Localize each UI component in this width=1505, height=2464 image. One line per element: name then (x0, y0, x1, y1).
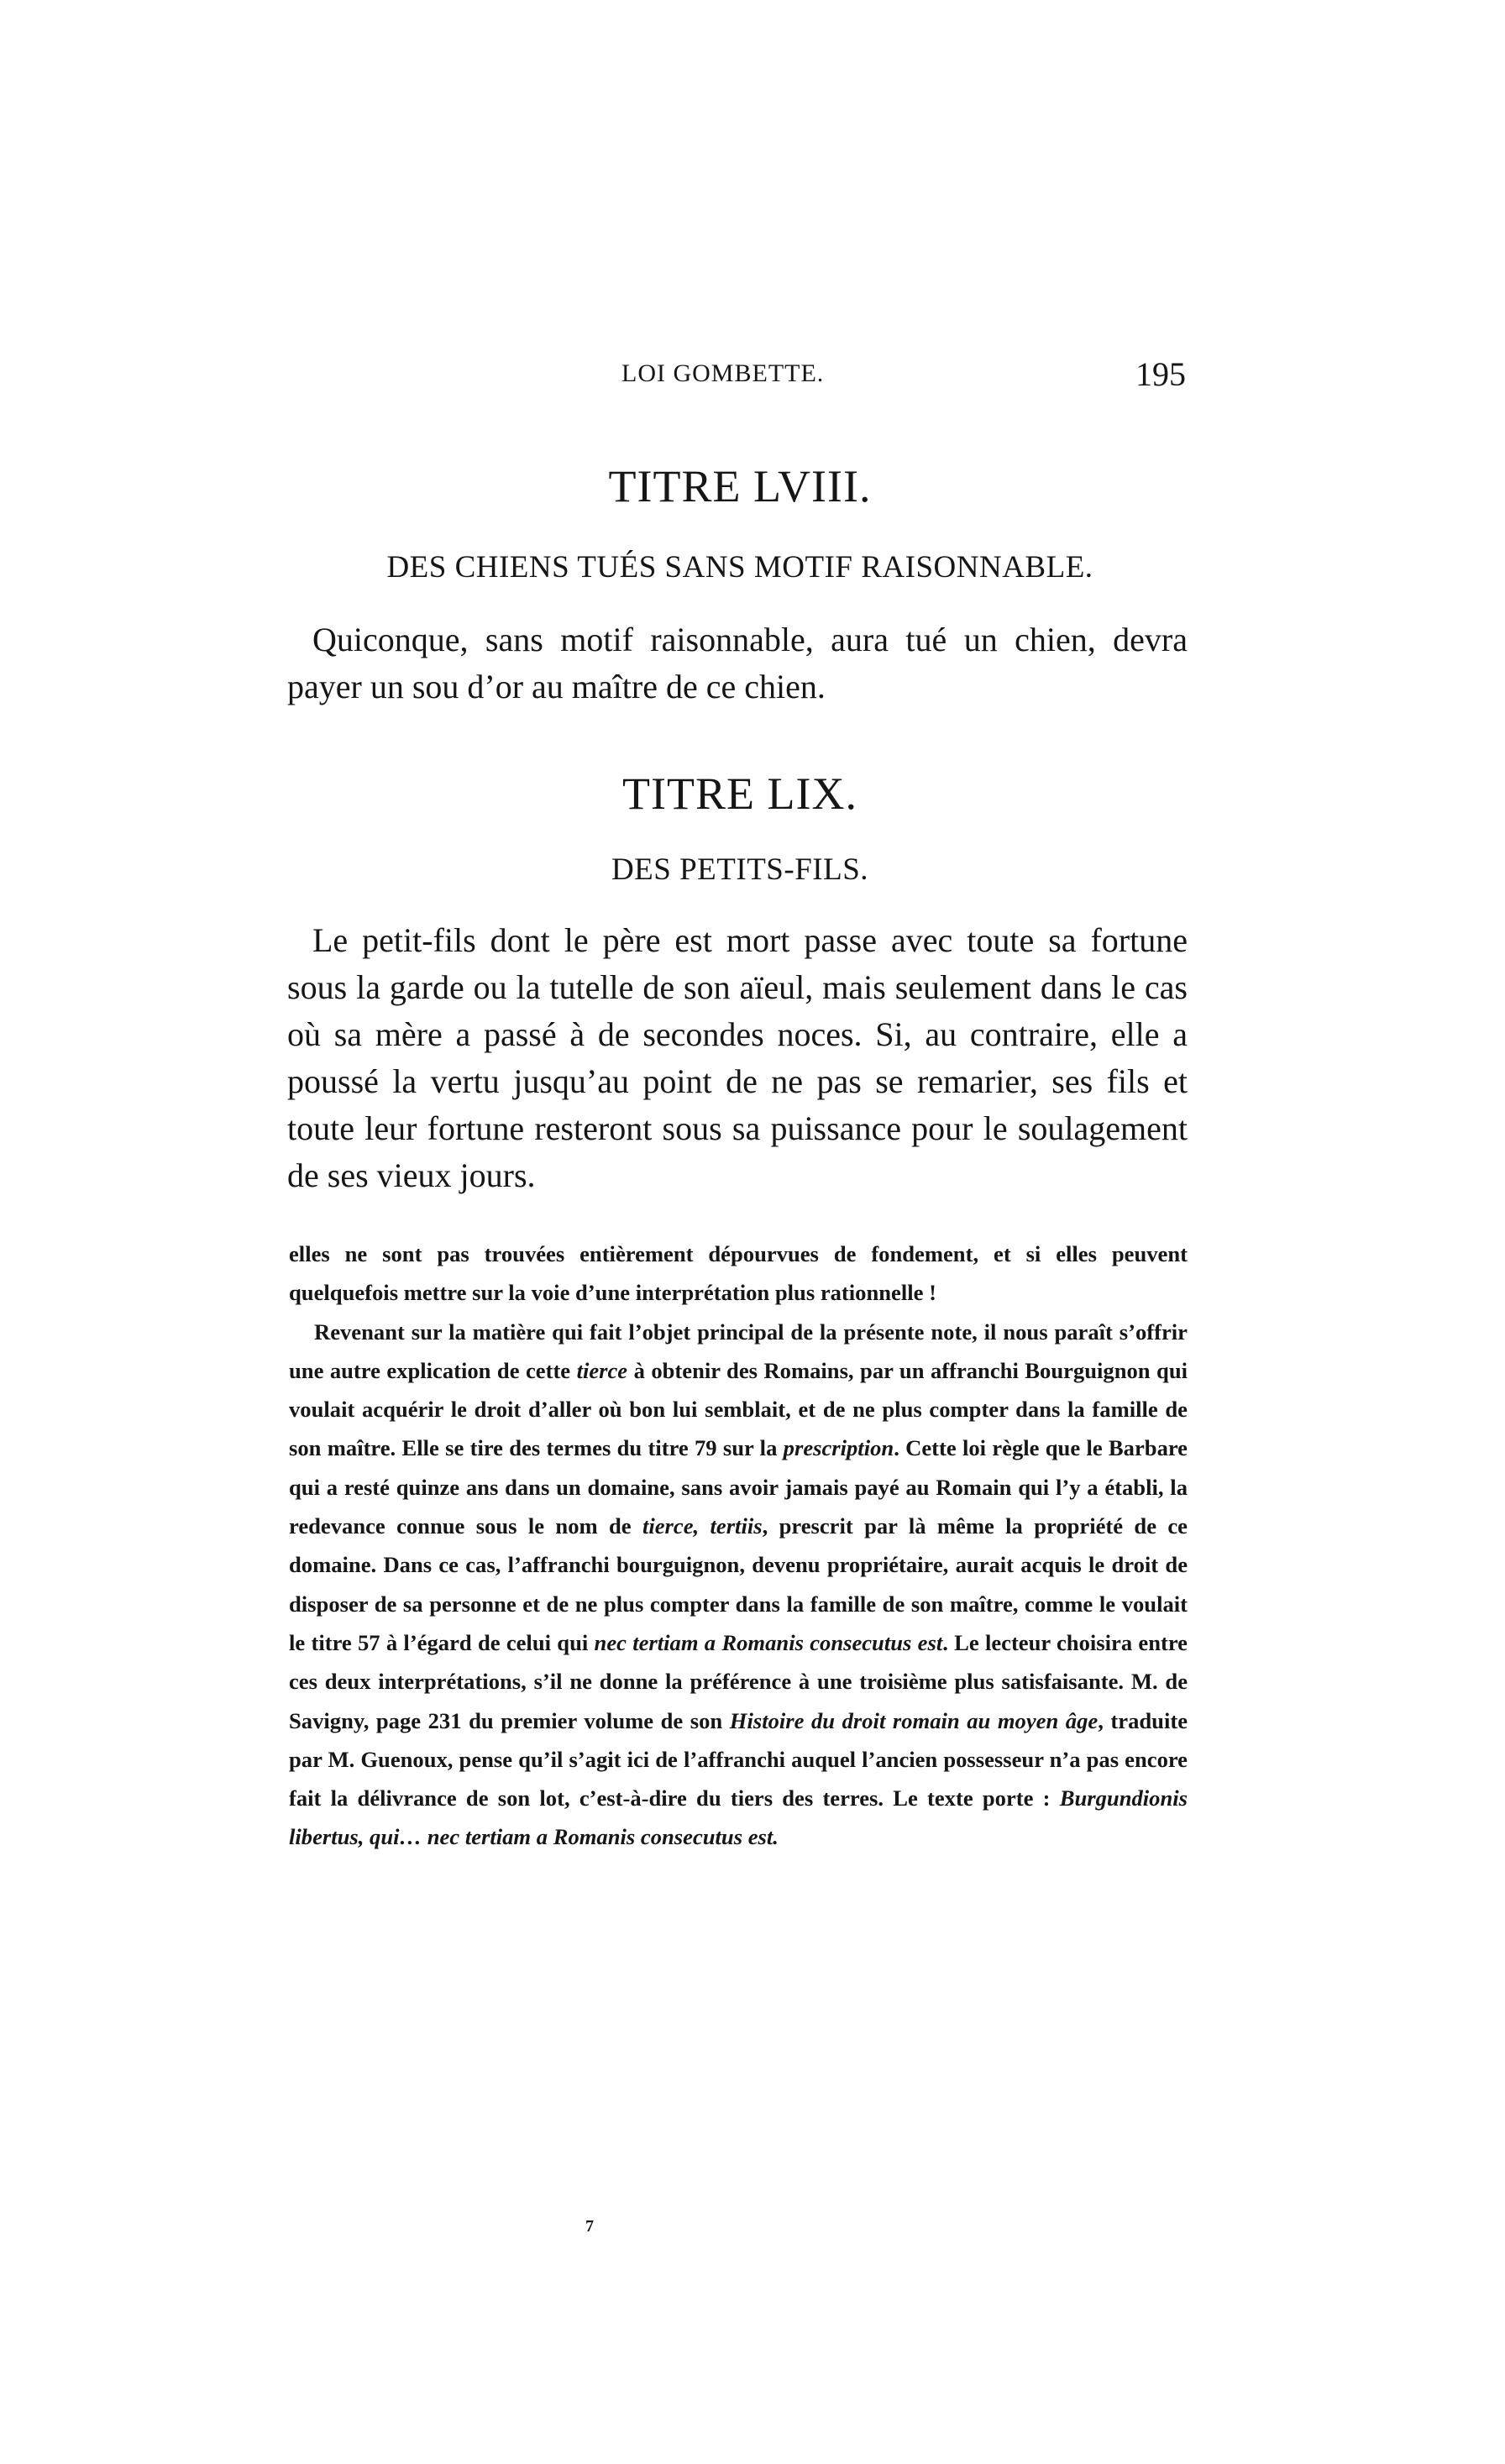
footnote-paragraph: Revenant sur la matière qui fait l’objet principal de la présente note, il nous paraît s’offrir une autre explication de cette tierce à obtenir des Romains, par un affranchi Bourguignon qui voulait acquérir le droit d’aller où bon lui semblait, et de ne plus compter dans la famille de son maître. Elle se tire des termes du titre 79 sur la prescription. Cette loi règle que le Barbare qui a resté quinze ans dans un domaine, sans avoir jamais payé au Romain qui l’y a établi, la redevance connue sous le nom de tierce, tertiis, prescrit par là même la propriété de ce domaine. Dans ce cas, l’affranchi bourguignon, devenu propriétaire, aurait acquis le droit de disposer de sa personne et de ne plus compter dans la famille de son maître, comme le voulait le titre 57 à l’égard de celui qui nec tertiam a Romanis consecutus est. Le lecteur choisira entre ces deux interprétations, s’il ne donne la préférence à une troisième plus satisfaisante. M. de Savigny, page 231 du premier volume de son Histoire du droit romain au moyen âge, traduite par M. Guenoux, pense qu’il s’agit ici de l’affranchi auquel l’ancien possesseur n’a pas encore fait la délivrance de son lot, c’est-à-dire du tiers des terres. Le texte porte : Burgundionis libertus, qui… nec tertiam a Romanis consecutus est. (289, 1319, 1188, 1850)
titre-58-subtitle: DES CHIENS TUÉS SANS MOTIF RAISONNABLE. (386, 550, 1093, 585)
page-header (294, 355, 1186, 401)
titre-59-text: Le petit-fils dont le père est mort passe avec toute sa fortune sous la garde ou la tutelle de son aïeul, mais seulement dans le cas où sa mère a passé à de secondes noces. Si, au contraire, elle a poussé la vertu jusqu’au point de ne pas se remarier, ses fils et toute leur fortune resteront sous sa puissance pour le soulagement de ses vieux jours. (287, 921, 1188, 1194)
titre-58-heading: TITRE LVIII. (608, 461, 872, 511)
titre-58-text: Quiconque, sans motif raisonnable, aura tué un chien, devra payer un sou d’or au maître de ce chien. (287, 621, 1188, 705)
running-title: LOI GOMBETTE. (621, 359, 825, 387)
signature-mark: 7 (585, 2217, 594, 2236)
footnote-block (289, 1235, 1188, 1857)
titre-59-subtitle: DES PETITS-FILS. (611, 852, 869, 887)
titre-59-heading: TITRE LIX. (622, 768, 857, 819)
page-number: 195 (1135, 355, 1186, 393)
footnote-paragraph: elles ne sont pas trouvées entièrement dépourvues de fondement, et si elles peuvent quelquefois mettre sur la voie d’une interprétation plus rationnelle ! (289, 1241, 1188, 1306)
